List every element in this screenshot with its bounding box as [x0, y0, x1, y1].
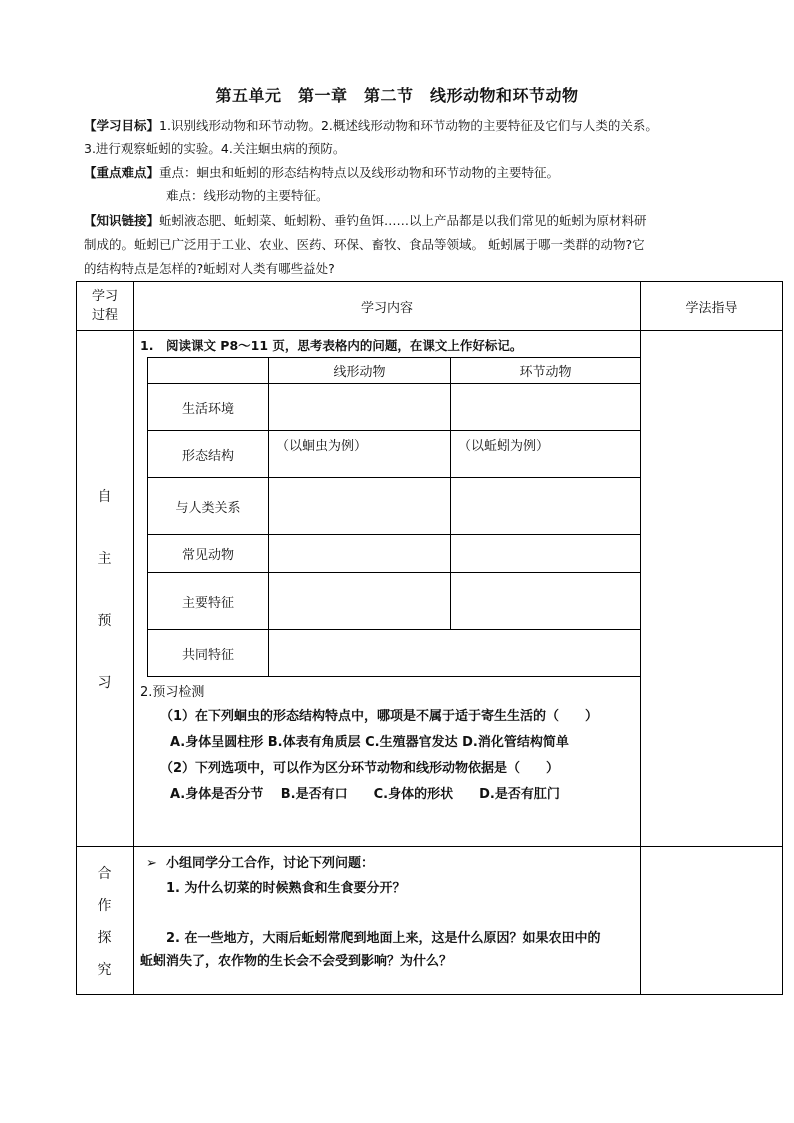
cooperate-char: 探	[97, 930, 112, 946]
inner-line	[147, 676, 640, 677]
link-line2: 制成的。蚯蚓已广泛用于工业、农业、医药、环保、畜牧、食品等领域。 蚯蚓属于哪一类群的动物?它	[84, 237, 645, 252]
objectives	[84, 115, 724, 137]
key-text: 重点：蛔虫和蚯蚓的形态结构特点以及线形动物和环节动物的主要特征。	[159, 165, 560, 180]
cooperate-char: 究	[97, 962, 112, 978]
table-line	[782, 281, 783, 995]
link-line1: 蚯蚓液态肥、蚯蚓菜、蚯蚓粉、垂钓鱼饵……以上产品都是以我们常见的蚯蚓为原材料研	[159, 213, 647, 228]
table-line	[76, 330, 782, 331]
row-label: 形态结构	[181, 448, 234, 464]
check-title: 2.预习检测	[140, 685, 205, 700]
objectives-label: 【学习目标】	[84, 118, 160, 133]
self-study-char: 习	[97, 675, 112, 691]
row-label: 生活环境	[181, 401, 234, 417]
table-line	[133, 281, 134, 995]
question-2: （2）下列选项中，可以作为区分环节动物和线形动物依据是（ ）	[160, 761, 560, 776]
cooperate-lead-text: 小组同学分工合作，讨论下列问题：	[165, 856, 374, 871]
header-guide: 学法指导	[685, 300, 738, 316]
reading-instruction: 1. 阅读课文 P8～11 页，思考表格内的问题，在课文上作好标记。	[140, 338, 523, 353]
question-2-options: A.身体是否分节 B.是否有口 C.身体的形状 D.是否有肛门	[170, 787, 560, 802]
self-study-char: 自	[97, 489, 112, 505]
link-label: 【知识链接】	[84, 213, 160, 228]
key-label: 【重点难点】	[84, 165, 160, 180]
objectives-line2: 3.进行观察蚯蚓的实验。4.关注蛔虫病的预防。	[84, 141, 346, 156]
bullet-arrow-icon: ➢	[146, 856, 157, 871]
row-label: 常见动物	[181, 548, 234, 563]
discussion-question-2-line2: 蚯蚓消失了，农作物的生长会不会受到影响？为什么？	[140, 954, 453, 969]
row-label: 主要特征	[181, 595, 234, 611]
question-1-options: A.身体呈圆柱形 B.体表有角质层 C.生殖器官发达 D.消化管结构简单	[170, 735, 569, 750]
table-line	[640, 281, 641, 995]
table-line	[76, 281, 77, 995]
self-study-char: 主	[97, 551, 112, 567]
inner-line	[268, 357, 269, 677]
header-process-line2: 过程	[91, 308, 118, 323]
key-points	[84, 162, 724, 184]
table-line	[76, 994, 782, 995]
header-process	[77, 282, 133, 330]
cooperate-lead	[146, 852, 374, 871]
row-label: 与人类关系	[175, 500, 241, 516]
cooperate-char: 合	[97, 866, 112, 882]
knowledge-link	[84, 210, 724, 232]
discussion-question-2-line1: 2. 在一些地方，大雨后蚯蚓常爬到地面上来，这是什么原因？如果农田中的	[166, 931, 601, 946]
cooperate-char: 作	[97, 898, 112, 914]
link-line3: 的结构特点是怎样的?蚯蚓对人类有哪些益处?	[84, 261, 335, 276]
inner-header-nematode: 线形动物	[333, 365, 386, 380]
inner-header-annelid: 环节动物	[519, 365, 572, 380]
discussion-question-1: 1. 为什么切菜的时候熟食和生食要分开？	[166, 881, 406, 896]
self-study-char: 预	[97, 613, 112, 629]
cell-example-nematode: （以蛔虫为例）	[276, 439, 368, 454]
page-title: 第五单元 第一章 第二节 线形动物和环节动物	[215, 86, 579, 105]
difficulty-text: 难点：线形动物的主要特征。	[166, 188, 329, 203]
table-line	[76, 846, 782, 847]
inner-line	[450, 357, 451, 630]
objectives-line1: 1.识别线形动物和环节动物。2.概述线形动物和环节动物的主要特征及它们与人类的关系。	[159, 118, 658, 133]
header-content: 学习内容	[360, 300, 413, 316]
row-label: 共同特征	[181, 647, 234, 663]
question-1: （1）在下列蛔虫的形态结构特点中，哪项是不属于适于寄生生活的（ ）	[160, 709, 599, 724]
cell-example-annelid: （以蚯蚓为例）	[458, 439, 550, 454]
header-process-line1: 学习	[91, 289, 118, 304]
